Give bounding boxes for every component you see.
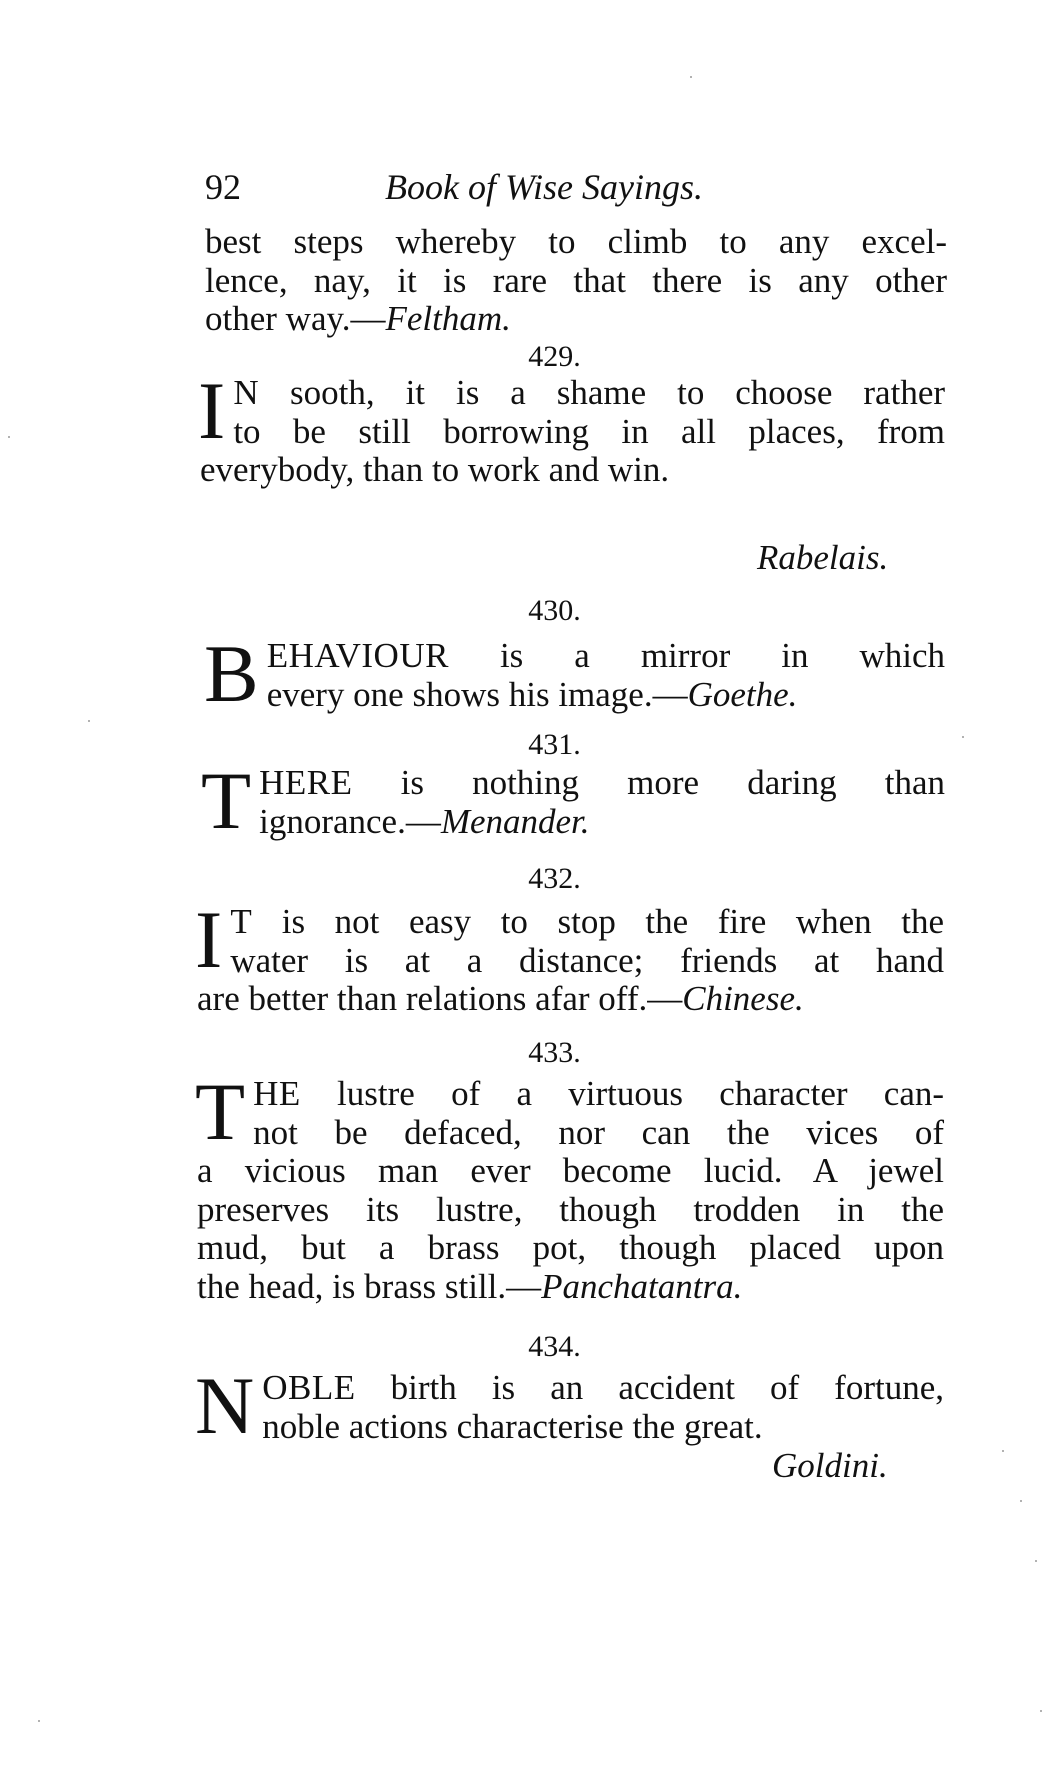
page-header bbox=[205, 166, 945, 216]
saying-429 bbox=[198, 365, 946, 490]
drop-cap: T bbox=[195, 1066, 246, 1157]
saying-430 bbox=[204, 628, 945, 719]
continuation-paragraph bbox=[205, 223, 947, 339]
text-line: everybody, than to work and win. bbox=[200, 450, 670, 489]
text-line: N sooth, it is a shame to choose rather bbox=[233, 373, 946, 412]
text-line: not be defaced, nor can the vices of bbox=[253, 1112, 944, 1152]
text-line: other way.—Feltham. bbox=[205, 299, 511, 338]
text-line: every one shows his image.—Goethe. bbox=[266, 674, 798, 714]
saying-number: 429. bbox=[528, 340, 581, 373]
saying-432 bbox=[195, 894, 944, 1019]
text-line: lence, nay, it is rare that there is any other bbox=[205, 260, 947, 300]
saying-number: 433. bbox=[528, 1036, 581, 1069]
drop-cap: T bbox=[201, 755, 252, 846]
saying-number: 430. bbox=[528, 594, 581, 627]
text-line: to be still borrowing in all places, from bbox=[233, 411, 945, 451]
author-name: Goldini. bbox=[772, 1446, 888, 1485]
author-name: Rabelais. bbox=[757, 538, 889, 577]
text-line: ignorance.—Menander. bbox=[259, 801, 590, 841]
text-line: preserves its lustre, though trodden in the bbox=[197, 1189, 944, 1229]
saying-431 bbox=[201, 755, 945, 846]
author-name: Goethe. bbox=[687, 674, 798, 714]
drop-cap: B bbox=[204, 628, 259, 719]
saying-number: 432. bbox=[528, 862, 581, 895]
text-line: the head, is brass still.—Panchatantra. bbox=[197, 1266, 743, 1306]
author-name: Chinese. bbox=[682, 979, 804, 1018]
text-line: are better than relations afar off.—Chinese. bbox=[197, 979, 804, 1018]
author-name: Panchatantra. bbox=[541, 1266, 743, 1306]
saying-433 bbox=[195, 1066, 945, 1306]
running-title: Book of Wise Sayings. bbox=[385, 167, 703, 207]
author-name: Menander. bbox=[440, 801, 590, 841]
page-number: 92 bbox=[205, 167, 241, 207]
text-line: best steps whereby to climb to any excel- bbox=[205, 222, 947, 261]
text-line: OBLE birth is an accident of fortune, bbox=[262, 1368, 945, 1407]
text-line: water is at a distance; friends at hand bbox=[230, 940, 944, 980]
drop-cap: N bbox=[195, 1360, 255, 1451]
drop-cap: I bbox=[195, 894, 223, 985]
text-line: HERE is nothing more daring than bbox=[259, 763, 945, 802]
author-name: Feltham. bbox=[385, 299, 511, 338]
saying-number: 434. bbox=[528, 1330, 581, 1363]
text-line: mud, but a brass pot, though placed upon bbox=[197, 1228, 944, 1267]
saying-434 bbox=[195, 1360, 945, 1451]
text-line: noble actions characterise the great. bbox=[262, 1406, 763, 1446]
text-line: a vicious man ever become lucid. A jewel bbox=[197, 1151, 944, 1190]
text-line: HE lustre of a virtuous character can- bbox=[253, 1074, 945, 1113]
drop-cap: I bbox=[198, 365, 226, 456]
text-line: EHAVIOUR is a mirror in which bbox=[266, 636, 945, 675]
saying-number: 431. bbox=[528, 728, 581, 761]
text-line: T is not easy to stop the fire when the bbox=[230, 902, 944, 941]
